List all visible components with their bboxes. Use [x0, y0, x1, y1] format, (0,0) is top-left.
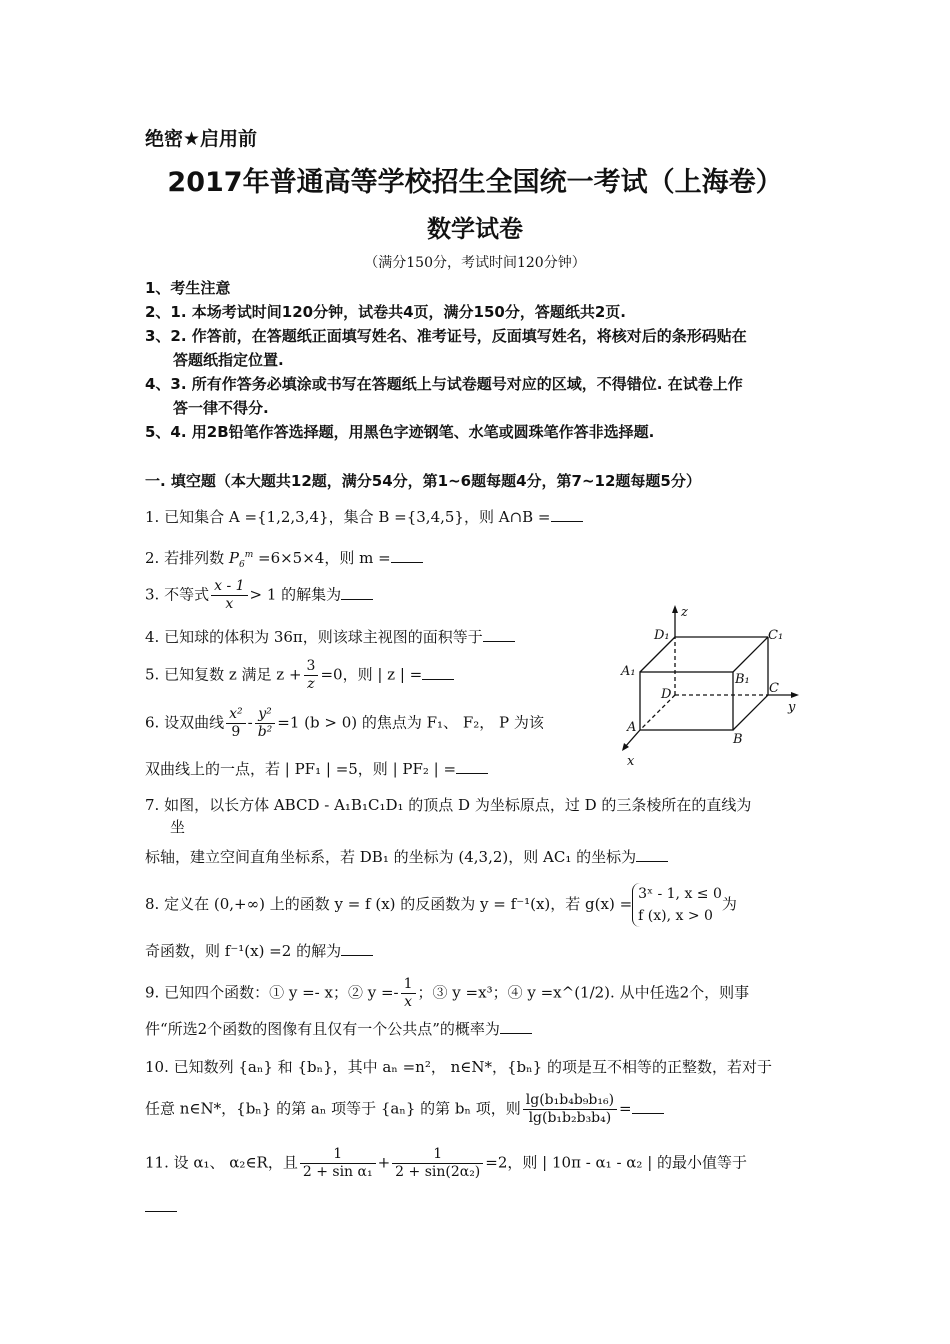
answer-blank: [551, 507, 583, 522]
vertex-label-c1: C₁: [768, 628, 784, 643]
question-6-continued: 双曲线上的一点，若 | PF₁ | =5，则 | PF₂ | =: [145, 758, 488, 780]
question-7-continued: 标轴，建立空间直角坐标系，若 DB₁ 的坐标为 (4,3,2)，则 AC₁ 的坐标为: [145, 846, 668, 868]
axis-label-x: x: [627, 754, 635, 769]
cuboid-figure: [605, 600, 805, 770]
answer-blank: [145, 1197, 177, 1212]
vertex-label-d: D: [661, 687, 672, 702]
answer-blank: [341, 585, 373, 600]
notes-block: [145, 276, 815, 444]
fraction: $\frac{x - 1}{x}$: [211, 578, 247, 613]
axis-label-y: y: [788, 700, 796, 715]
answer-blank: [636, 847, 668, 862]
fraction: $\frac{\text{x²}}{9}$: [226, 706, 246, 741]
score-info: （满分150分，考试时间120分钟）: [364, 255, 586, 271]
question-7: 7. 如图，以长方体 ABCD - A₁B₁C₁D₁ 的顶点 D 为坐标原点，过 D 的三条棱所在的直线为: [145, 796, 752, 814]
vertex-label-b: B: [733, 732, 743, 747]
note-line: 1、考生注意: [145, 279, 231, 297]
question-9: 9. 已知四个函数：① y =- x；② y =- $\frac{1}{x}$ ；③ y =x³；④ y =x^(1/2). 从中任选2个，则事: [145, 976, 750, 1010]
permutation-symbol: $P_6^m$: [228, 549, 254, 570]
question-8: 8. 定义在 (0,+∞) 上的函数 y = f (x) 的反函数为 y = f⁻¹(x)，若 g(x) = 3ˣ - 1, x ≤ 0 f (x), x > 0 为: [145, 883, 737, 927]
answer-blank: [391, 548, 423, 563]
fraction: $\frac{\text{lg(b₁b₄b₉b₁₆)}}{\text{lg(b₁b₂b₃b₄)}}$: [523, 1092, 617, 1127]
note-line-continued: 答一律不得分.: [173, 399, 269, 417]
exam-subtitle: 数学试卷: [427, 215, 523, 243]
question-11-continued: [145, 1196, 177, 1218]
vertex-label-d1: D₁: [654, 628, 670, 643]
fraction: $\frac{3}{z}$: [304, 658, 319, 693]
question-8-continued: 奇函数，则 f⁻¹(x) =2 的解为: [145, 940, 373, 962]
vertex-label-b1: B₁: [735, 672, 750, 687]
question-5: 5. 已知复数 z 满足 z + $\frac{3}{z}$ =0，则 | z | =: [145, 658, 454, 693]
section-title: 一. 填空题（本大题共12题，满分54分，第1~6题每题4分，第7~12题每题5分）: [145, 472, 701, 490]
answer-blank: [456, 759, 488, 774]
question-2: 2. 若排列数 $P_6^m =6\times 5\times 4$，则 m =: [145, 544, 423, 576]
question-9-continued: 件“所选2个函数的图像有且仅有一个公共点”的概率为: [145, 1018, 532, 1040]
question-11: 11. 设 α₁、 α₂∈R，且 $\frac{1}{\text{2 + sin α₁}}$ + $\frac{1}{\text{2 + sin(2α₂)}}$ =2，则 | 10π - α₁ - α₂ | 的最小值等于: [145, 1146, 748, 1180]
question-10-continued: 任意 n∈N*，{bₙ} 的第 aₙ 项等于 {aₙ} 的第 bₙ 项，则 $\frac{\text{lg(b₁b₄b₉b₁₆)}}{\text{lg(b₁b₂b₃b₄)}}$ =: [145, 1092, 664, 1127]
answer-blank: [500, 1019, 532, 1034]
piecewise-function: 3ˣ - 1, x ≤ 0 f (x), x > 0: [632, 883, 722, 927]
question-6: 6. 设双曲线 $\frac{\text{x²}}{9}$ - $\frac{\text{y²}}{\text{b²}}$ =1 (b > 0) 的焦点为 F₁、 F₂， P 为该: [145, 706, 544, 740]
fraction: $\frac{1}{x}$: [401, 976, 416, 1011]
answer-blank: [422, 665, 454, 680]
answer-blank: [341, 941, 373, 956]
question-4: 4. 已知球的体积为 36π，则该球主视图的面积等于: [145, 626, 515, 648]
axis-label-z: z: [681, 605, 688, 620]
vertex-label-a1: A₁: [621, 664, 636, 679]
note-line: 4、3. 所有作答务必填涂或书写在答题纸上与试卷题号对应的区域，不得错位. 在试卷上作: [145, 375, 743, 393]
fraction: $\frac{1}{\text{2 + sin α₁}}$: [300, 1146, 376, 1181]
vertex-label-c: C: [769, 681, 779, 696]
fraction: $\frac{\text{y²}}{\text{b²}}$: [255, 706, 276, 741]
question-3: 3. 不等式 $\frac{x - 1}{x}$ > 1 的解集为: [145, 578, 373, 613]
fraction: $\frac{1}{\text{2 + sin(2α₂)}}$: [392, 1146, 483, 1181]
note-line-continued: 答题纸指定位置.: [173, 351, 284, 369]
note-line: 2、1. 本场考试时间120分钟，试卷共4页，满分150分，答题纸共2页.: [145, 303, 626, 321]
exam-title: 2017年普通高等学校招生全国统一考试（上海卷）: [167, 167, 783, 198]
answer-blank: [483, 627, 515, 642]
note-line: 5、4. 用2B铅笔作答选择题，用黑色字迹钢笔、水笔或圆珠笔作答非选择题.: [145, 423, 655, 441]
vertex-label-a: A: [627, 720, 637, 735]
answer-blank: [632, 1099, 664, 1114]
question-10: 10. 已知数列 {aₙ} 和 {bₙ}，其中 aₙ =n²， n∈N*，{bₙ} 的项是互不相等的正整数，若对于: [145, 1058, 772, 1076]
question-7-wrap: 坐: [170, 818, 186, 836]
note-line: 3、2. 作答前，在答题纸正面填写姓名、准考证号，反面填写姓名，将核对后的条形码贴在: [145, 327, 747, 345]
confidential-label: 绝密★启用前: [145, 128, 258, 150]
question-1: 1. 已知集合 A ={1,2,3,4}，集合 B ={3,4,5}，则 A∩B =: [145, 506, 583, 528]
